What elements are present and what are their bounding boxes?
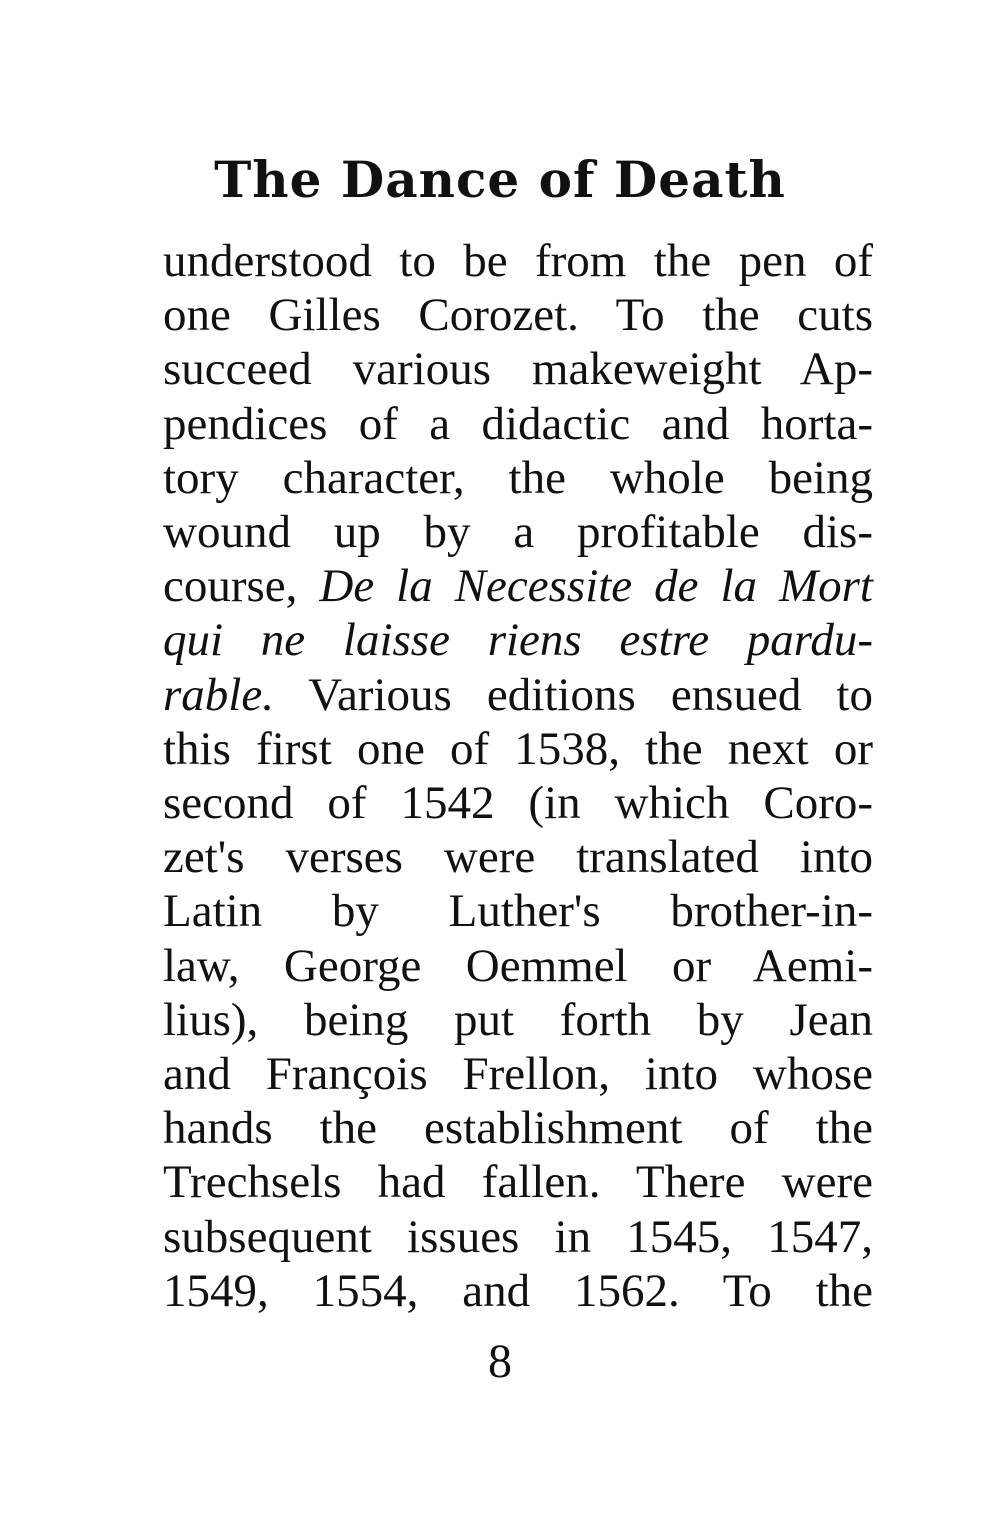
text-line: tory character, the whole being — [163, 451, 873, 504]
text-line: zet's verses were translated into — [163, 831, 873, 884]
page-number: 8 — [488, 1335, 512, 1388]
text-line: wound up by a profitable dis- — [163, 506, 873, 559]
text-fragment: Various editions ensued to — [308, 668, 873, 721]
italic-title: De la Necessite de la Mort — [319, 560, 873, 613]
text-line: subsequent issues in 1545, 1547, — [163, 1210, 873, 1263]
text-line — [163, 668, 873, 722]
italic-title-line: qui ne laisse riens estre pardu- — [163, 614, 873, 667]
text-line: succeed various makeweight Ap- — [163, 343, 873, 396]
text-line: understood to be from the pen of — [163, 235, 873, 287]
text-line: law, George Oemmel or Aemi- — [163, 939, 873, 992]
text-line: and François Frellon, into whose — [163, 1048, 873, 1101]
text-line: second of 1542 (in which Coro- — [163, 777, 873, 830]
text-line: hands the establishment of the — [163, 1102, 873, 1155]
body-text — [163, 234, 873, 1318]
italic-title-end: rable. — [163, 668, 274, 721]
text-line — [163, 559, 873, 613]
running-title: The Dance of Death — [214, 150, 786, 209]
text-line: pendices of a didactic and horta- — [163, 397, 873, 450]
text-line: this first one of 1538, the next or — [163, 722, 873, 775]
text-line: 1549, 1554, and 1562. To the — [163, 1264, 873, 1317]
text-line: one Gilles Corozet. To the cuts — [163, 289, 873, 342]
text-line: Latin by Luther's brother-in- — [163, 885, 873, 938]
text-fragment: course, — [163, 560, 298, 613]
text-line: lius), being put forth by Jean — [163, 993, 873, 1046]
text-line: Trechsels had fallen. There were — [163, 1156, 873, 1209]
